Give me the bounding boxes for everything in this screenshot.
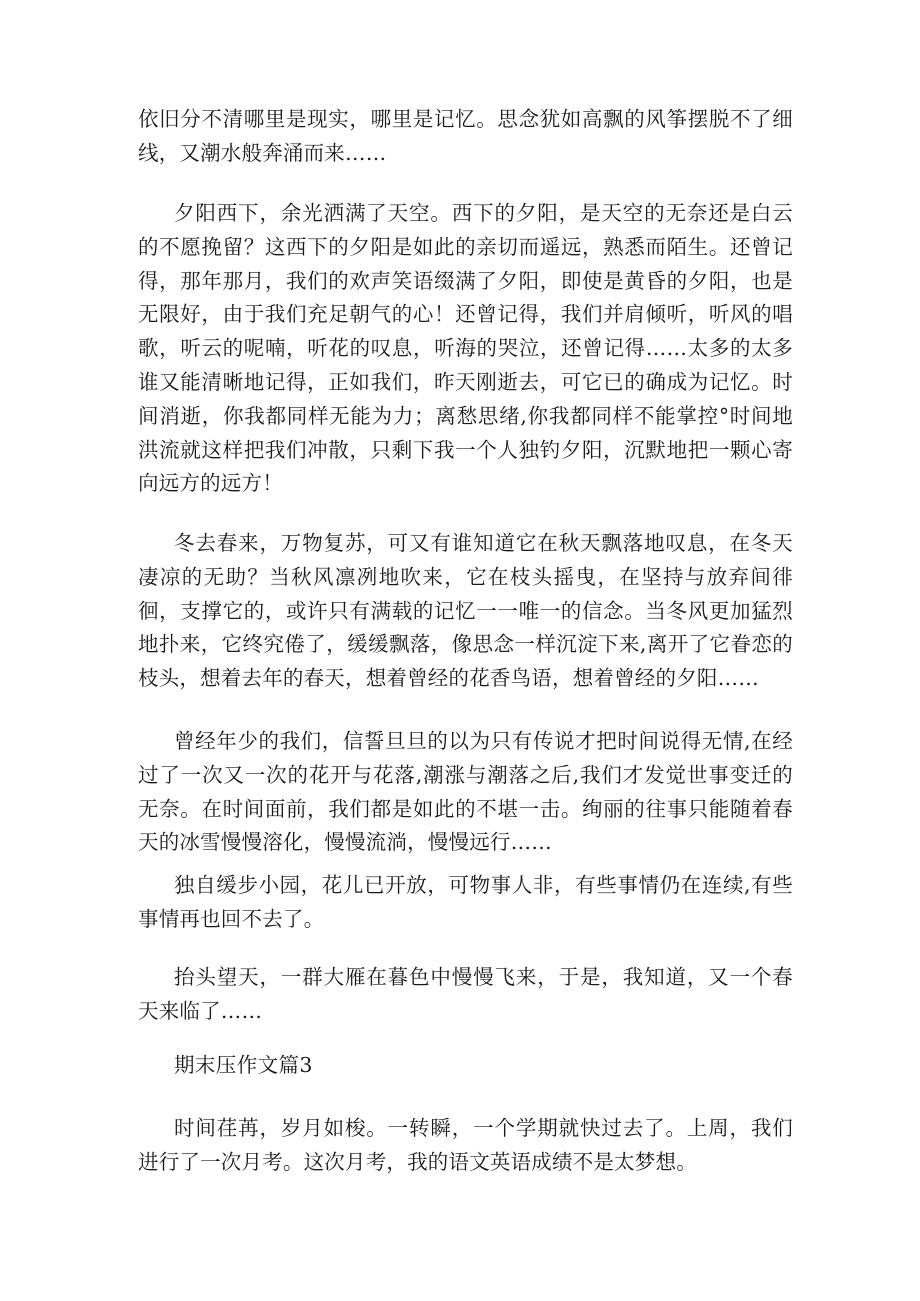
paragraph-sunset: 夕阳西下，余光洒满了天空。西下的夕阳，是天空的无奈还是白云的不愿挽留？这西下的夕阳是如此的亲切而遥远，熟悉而陌生。还曾记得，那年那月，我们的欢声笑语缀满了夕阳，即使是黄昏的夕阳，也是无限好，由于我们充足朝气的心！还曾记得，我们并肩倾听，听风的唱歌，听云的呢喃，听花的叹息，听海的哭泣，还曾记得……太多的太多谁又能清晰地记得，正如我们，昨天刚逝去，可它已的确成为记忆。时间消逝，你我都同样无能为力；离愁思绪,你我都同样不能掌控°时间地洪流就这样把我们冲散，只剩下我一个人独钓夕阳，沉默地把一颗心寄向远方的远方！: [138, 201, 793, 496]
paragraph-garden: 独自缓步小园，花儿已开放，可物事人非，有些事情仍在连续,有些事情再也回不去了。: [138, 873, 793, 931]
section-heading: 期末压作文篇3: [174, 1053, 313, 1077]
paragraph-winter-spring: 冬去春来，万物复苏，可又有谁知道它在秋天飘落地叹息，在冬天凄凉的无助？当秋风凛冽地吹来，它在枝头摇曳，在坚持与放弃间徘徊，支撑它的，或许只有满载的记忆一一唯一的信念。当冬风更加猛烈地扑来，它终究倦了，缓缓飘落，像思念一样沉淀下来,离开了它眷恋的枝头，想着去年的春天，想着曾经的花香鸟语，想着曾经的夕阳……: [138, 531, 793, 691]
paragraph-monthly-exam: 时间荏苒，岁月如梭。一转瞬，一个学期就快过去了。上周，我们进行了一次月考。这次月考，我的语文英语成绩不是太梦想。: [138, 1116, 793, 1174]
paragraph-wild-geese: 抬头望天，一群大雁在暮色中慢慢飞来，于是，我知道，又一个春天来临了……: [138, 965, 793, 1023]
paragraph-youth: 曾经年少的我们，信誓旦旦的以为只有传说才把时间说得无情,在经过了一次又一次的花开与花落,潮涨与潮落之后,我们才发觉世事变迁的无奈。在时间面前，我们都是如此的不堪一击。绚丽的往事只能随着春天的冰雪慢慢溶化，慢慢流淌，慢慢远行……: [138, 729, 793, 855]
paragraph-memory: 依旧分不清哪里是现实，哪里是记忆。思念犹如高飘的风筝摆脱不了细线，又潮水般奔涌而来……: [138, 107, 793, 165]
